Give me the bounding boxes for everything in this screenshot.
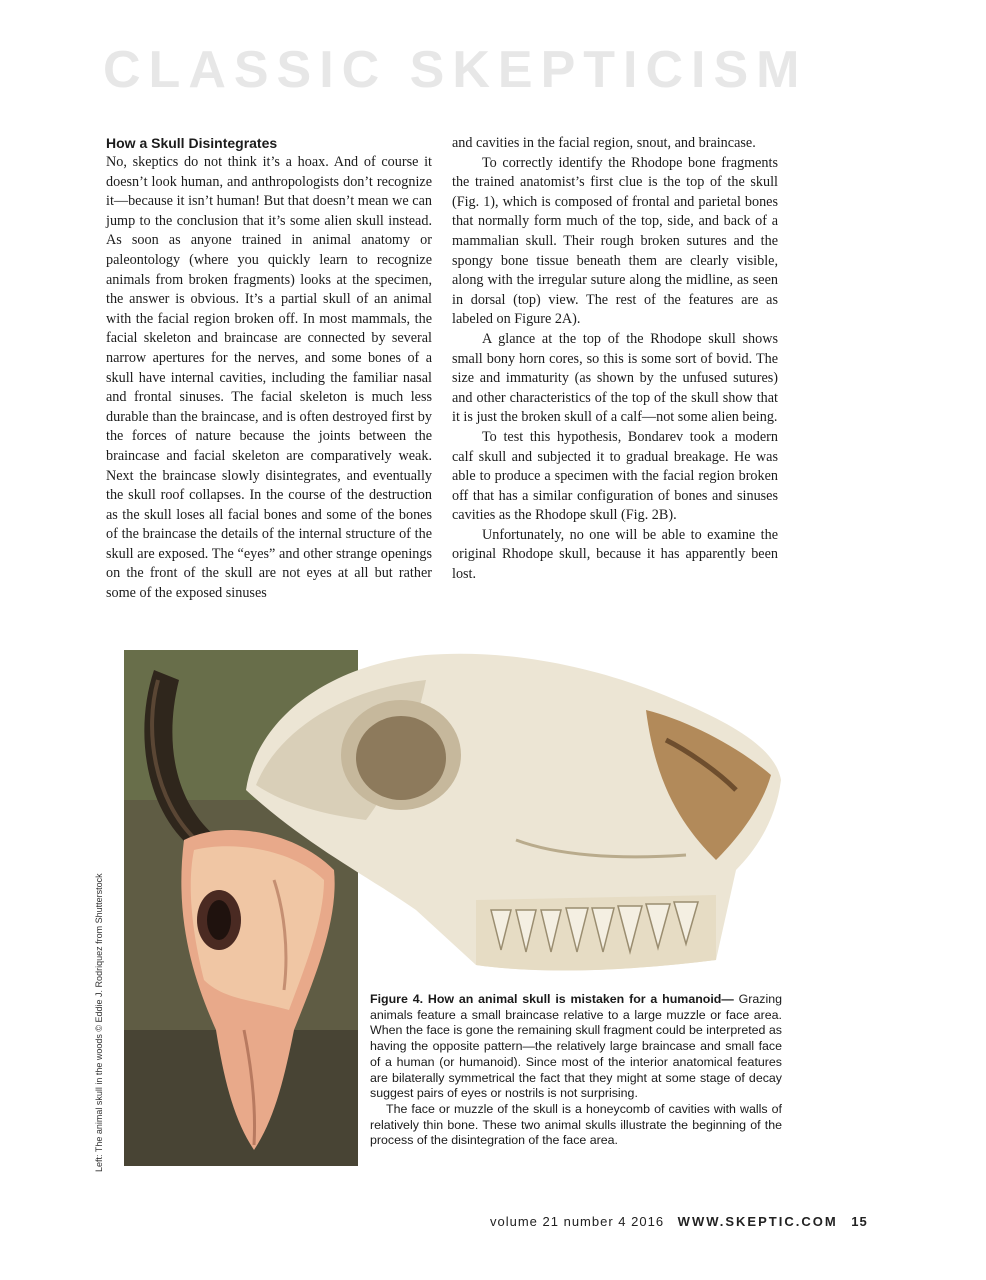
- article-subhead: How a Skull Disintegrates: [106, 135, 278, 151]
- article-paragraph: Unfortunately, no one will be able to examine the original Rhodope skull, because it has apparently been lost.: [452, 526, 778, 583]
- caption-title: Figure 4. How an animal skull is mistaken for a humanoid—: [370, 992, 734, 1006]
- page-footer: [490, 1214, 868, 1229]
- website-link[interactable]: WWW.SKEPTIC.COM: [677, 1214, 838, 1229]
- calf-skull-photo: [216, 640, 786, 985]
- photo-credit: Left: The animal skull in the woods © Eddie J. Rodriquez from Shutterstock: [94, 873, 104, 1172]
- section-title: CLASSIC SKEPTICISM: [103, 41, 808, 99]
- caption-paragraph: The face or muzzle of the skull is a honeycomb of cavities with walls of relatively thin bone. These two animal skulls illustrate the beginning of the process of the disintegration of the face area.: [370, 1101, 782, 1148]
- caption-paragraph: [370, 992, 782, 1102]
- page-number: 15: [851, 1214, 868, 1229]
- issue-info: volume 21 number 4 2016: [490, 1214, 665, 1229]
- skull-side-view-illustration: [216, 640, 786, 985]
- article-paragraph: To correctly identify the Rhodope bone fragments the trained anatomist’s first clue is the top of the skull (Fig. 1), which is composed of frontal and parietal bones that normally form much of the top, side, and back of a mammalian skull. Their rough broken sutures and the spongy bone tissue beneath them are clearly visible, along with the irregular suture along the midline, as seen in dorsal (top) view. The rest of the features are as labeled on Figure 2A).: [452, 154, 778, 328]
- article-paragraph: and cavities in the facial region, snout, and braincase.: [452, 135, 756, 151]
- article-column-right: [452, 134, 778, 585]
- article-column-left: [106, 134, 432, 604]
- caption-body: Grazing animals feature a small braincase relative to a large muzzle or face area. When the face is gone the remaining skull fragment could be interpreted as having the opposite pattern—the relatively large braincase and small face of a human (or humanoid). Since most of the interior anatomical features are bilaterally symmetrical the fact that they might at some stage of decay suggest pairs of eyes or nostrils is not surprising.: [370, 992, 782, 1101]
- article-paragraph: No, skeptics do not think it’s a hoax. And of course it doesn’t look human, and anthropologists don’t recognize it—because it isn’t human! But that doesn’t mean we can jump to the conclusion that it’s some alien skull instead. As soon as anyone trained in animal anatomy or paleontology (where you quickly learn to recognize animals from broken fragments) looks at the specimen, the answer is obvious. It’s a partial skull of an animal with the facial region broken off. In most mammals, the facial skeleton and braincase are connected by several narrow apertures for the nerves, and some bones of a skull have internal cavities, including the familiar nasal and frontal sinuses. The facial skeleton is much less durable than the braincase, and is often destroyed first by the forces of nature because the joints between the braincase and facial skeleton are comparatively weak. Next the braincase slowly disintegrates, and eventually the skull roof collapses. In the course of the destruction as the skull loses all facial bones and some of the bones of the braincase the details of the internal structure of the skull are exposed. The “eyes” and other strange openings on the front of the skull are not eyes at all but rather some of the exposed sinuses: [106, 154, 432, 602]
- article-paragraph: To test this hypothesis, Bondarev took a modern calf skull and subjected it to gradual breakage. He was able to produce a specimen with the facial region broken off that has a similar configuration of bones and sinuses cavities as the Rhodope skull (Fig. 2B).: [452, 428, 778, 524]
- figure-caption: [370, 992, 782, 1149]
- article-paragraph: A glance at the top of the Rhodope skull shows small bony horn cores, so this is some sort of bovid. The size and immaturity (as shown by the unfused sutures) and other characteristics of the top of the skull show that it is just the broken skull of a calf—not some alien being.: [452, 330, 778, 426]
